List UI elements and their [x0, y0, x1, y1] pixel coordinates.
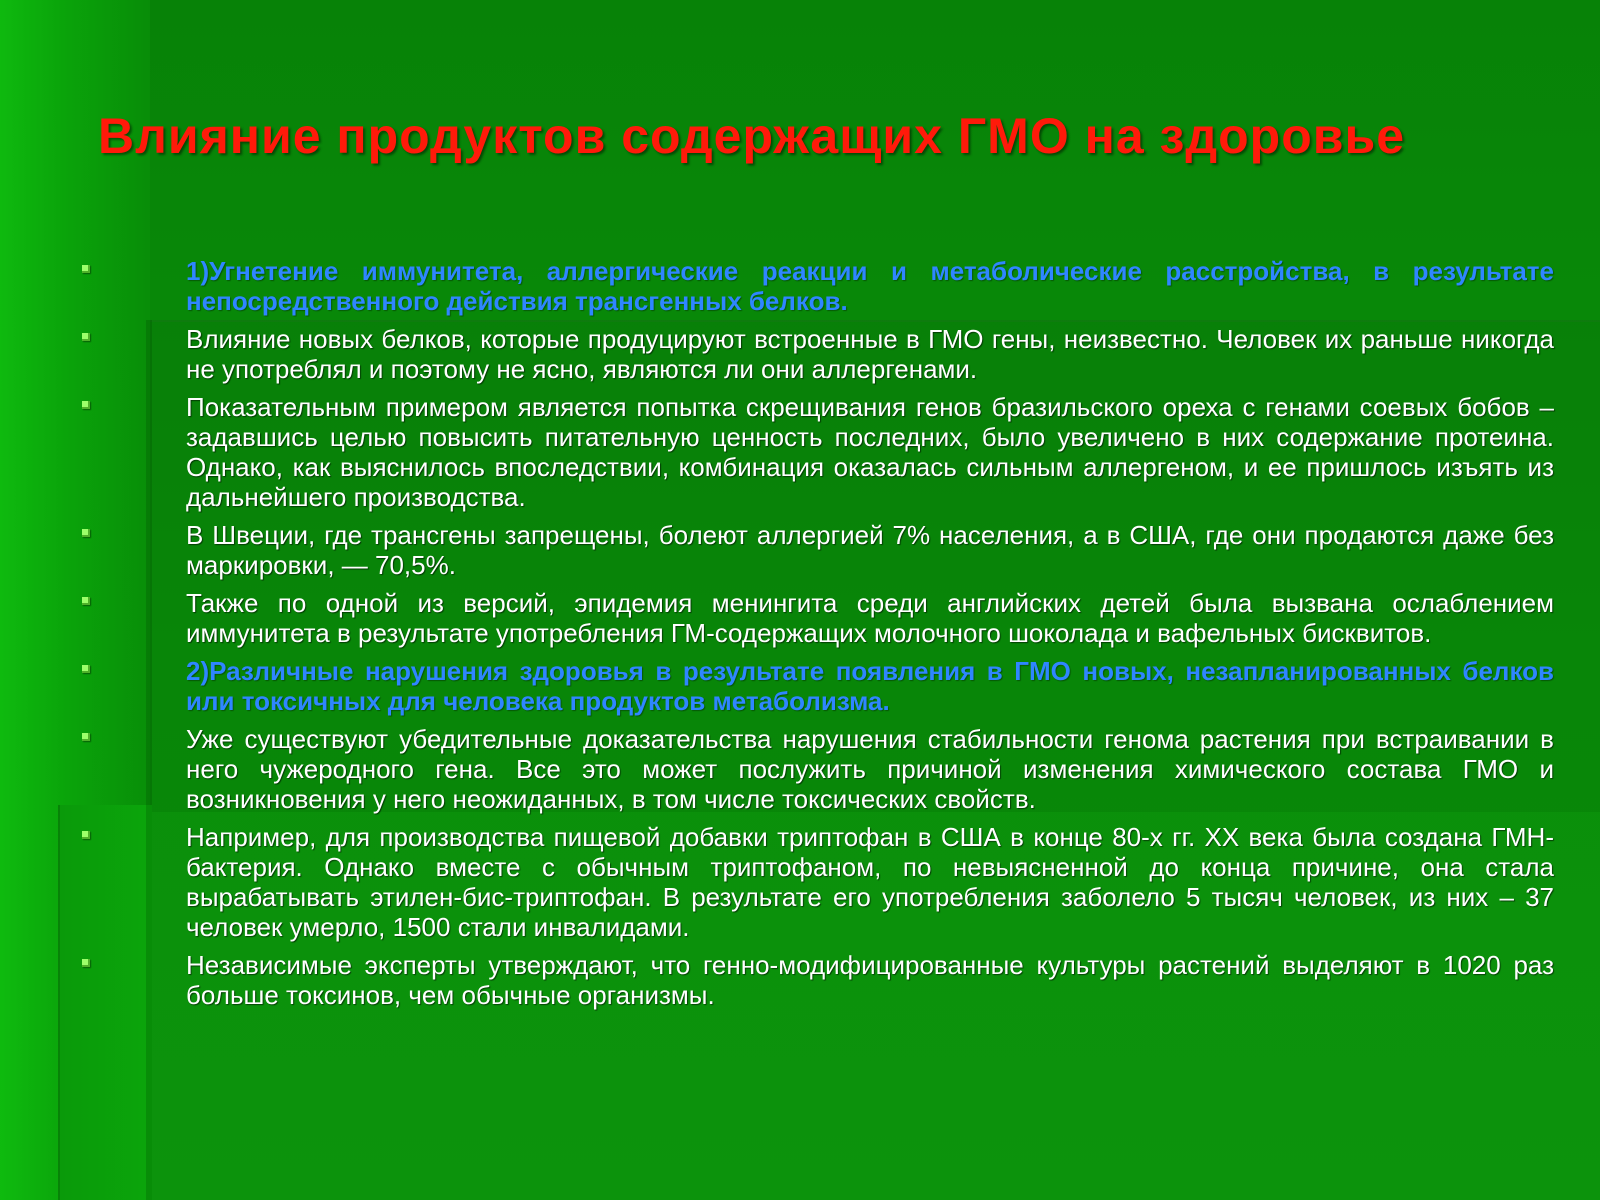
- square-bullet-icon: [82, 265, 90, 273]
- bullet-item: [0, 392, 1600, 512]
- bullet-item: [0, 520, 1600, 580]
- square-bullet-icon: [82, 959, 90, 967]
- slide-title: Влияние продуктов содержащих ГМО на здоровье: [98, 108, 1406, 164]
- square-bullet-icon: [82, 665, 90, 673]
- bullet-text: Независимые эксперты утверждают, что генно-модифицированные культуры растений выделяют в 1020 раз больше токсинов, чем обычные организмы.: [186, 950, 1554, 1010]
- bullet-item: [0, 256, 1600, 316]
- bullet-text: В Швеции, где трансгены запрещены, болеют аллергией 7% населения, а в США, где они продаются даже без маркировки, — 70,5%.: [186, 520, 1554, 580]
- square-bullet-icon: [82, 529, 90, 537]
- bullet-text: Показательным примером является попытка скрещивания генов бразильского ореха с генами соевых бобов – задавшись целью повысить питательную ценность последних, было увеличено в них содержание протеина. Однако, как выяснилось впоследствии, комбинация оказалась сильным аллергеном, и ее пришлось изъять из дальнейшего производства.: [186, 392, 1554, 512]
- bullet-item: [0, 950, 1600, 1010]
- square-bullet-icon: [82, 333, 90, 341]
- bullet-text: Уже существуют убедительные доказательства нарушения стабильности генома растения при встраивании в него чужеродного гена. Все это может послужить причиной изменения химического состава ГМО и возникновения у него неожиданных, в том числе токсических свойств.: [186, 724, 1554, 814]
- square-bullet-icon: [82, 597, 90, 605]
- bullet-text: 1)Угнетение иммунитета, аллергические реакции и метаболические расстройства, в результате непосредственного действия трансгенных белков.: [186, 256, 1554, 316]
- bullet-list: [0, 256, 1600, 1018]
- square-bullet-icon: [82, 401, 90, 409]
- bullet-text: Например, для производства пищевой добавки триптофан в США в конце 80-х гг. ХХ века была создана ГМН-бактерия. Однако вместе с обычным триптофаном, по невыясненной до конца причине, она стала вырабатывать этилен-бис-триптофан. В результате его употребления заболело 5 тысяч человек, из них – 37 человек умерло, 1500 стали инвалидами.: [186, 822, 1554, 942]
- bullet-text: Влияние новых белков, которые продуцируют встроенные в ГМО гены, неизвестно. Человек их раньше никогда не употреблял и поэтому не ясно, являются ли они аллергенами.: [186, 324, 1554, 384]
- square-bullet-icon: [82, 831, 90, 839]
- bullet-item: [0, 724, 1600, 814]
- bullet-item: [0, 822, 1600, 942]
- bullet-text: 2)Различные нарушения здоровья в результате появления в ГМО новых, незапланированных белков или токсичных для человека продуктов метаболизма.: [186, 656, 1554, 716]
- bullet-text: Также по одной из версий, эпидемия менингита среди английских детей была вызвана ослаблением иммунитета в результате употребления ГМ-содержащих молочного шоколада и вафельных бисквитов.: [186, 588, 1554, 648]
- square-bullet-icon: [82, 733, 90, 741]
- bullet-item: [0, 588, 1600, 648]
- bullet-item: [0, 656, 1600, 716]
- bullet-item: [0, 324, 1600, 384]
